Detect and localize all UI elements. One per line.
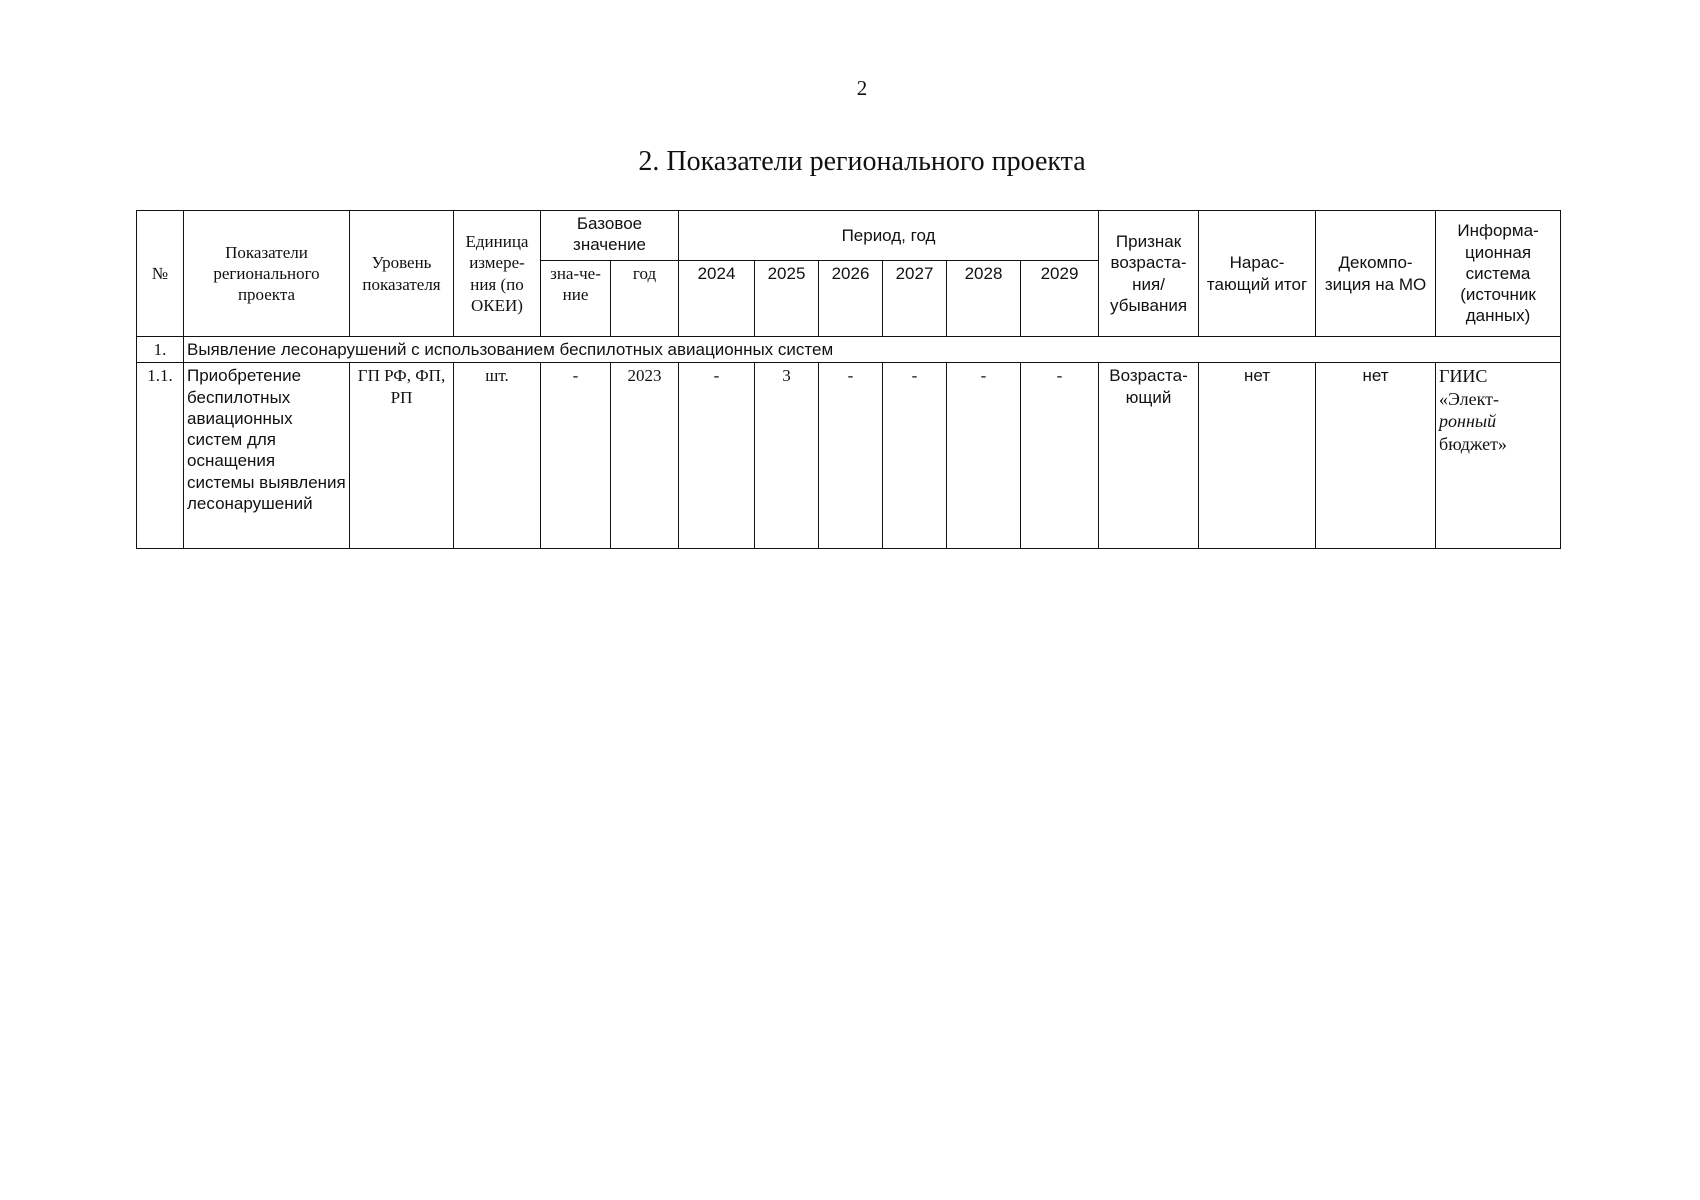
header-period: Период, год xyxy=(679,211,1099,261)
row-decomposition: нет xyxy=(1316,363,1436,549)
row-year-2026: - xyxy=(819,363,883,549)
header-base-value: зна-че-ние xyxy=(541,261,611,337)
header-level: Уровень показателя xyxy=(350,211,454,337)
section-title: 2. Показатели регионального проекта xyxy=(638,146,1086,177)
row-unit: шт. xyxy=(454,363,541,549)
row-year-2027: - xyxy=(883,363,947,549)
header-base: Базовое значение xyxy=(541,211,679,261)
header-info-system: Информа-ционная система (источник данных) xyxy=(1436,211,1561,337)
section-row xyxy=(137,337,1561,363)
header-num: № xyxy=(137,211,184,337)
header-base-year: год xyxy=(611,261,679,337)
row-num: 1.1. xyxy=(137,363,184,549)
row-cumulative: нет xyxy=(1199,363,1316,549)
header-year-2026: 2026 xyxy=(819,261,883,337)
row-base-value: - xyxy=(541,363,611,549)
info-system-line-4: бюджет» xyxy=(1439,433,1507,454)
row-year-2028: - xyxy=(947,363,1021,549)
table-row xyxy=(137,363,1561,549)
row-level: ГП РФ, ФП, РП xyxy=(350,363,454,549)
info-system-line-3: ронный xyxy=(1439,411,1497,432)
header-year-2028: 2028 xyxy=(947,261,1021,337)
row-base-year: 2023 xyxy=(611,363,679,549)
header-trend: Признак возраста-ния/ убывания xyxy=(1099,211,1199,337)
row-indicator: Приобретение беспилотных авиационных систем для оснащения системы выявления лесонарушений xyxy=(184,363,350,549)
header-row-1 xyxy=(137,211,1561,261)
section-num: 1. xyxy=(137,337,184,363)
header-indicator: Показатели регионального проекта xyxy=(184,211,350,337)
row-trend: Возраста-ющий xyxy=(1099,363,1199,549)
indicators-table xyxy=(136,210,1561,549)
row-info-system xyxy=(1436,363,1561,549)
header-year-2027: 2027 xyxy=(883,261,947,337)
header-cumulative: Нарас-тающий итог xyxy=(1199,211,1316,337)
info-system-line-2: «Элект- xyxy=(1439,388,1500,409)
row-year-2025: 3 xyxy=(755,363,819,549)
header-decomposition: Декомпо-зиция на МО xyxy=(1316,211,1436,337)
header-unit: Единица измере-ния (по ОКЕИ) xyxy=(454,211,541,337)
header-year-2024: 2024 xyxy=(679,261,755,337)
row-year-2024: - xyxy=(679,363,755,549)
page-number: 2 xyxy=(856,76,868,100)
header-year-2029: 2029 xyxy=(1021,261,1099,337)
row-year-2029: - xyxy=(1021,363,1099,549)
header-year-2025: 2025 xyxy=(755,261,819,337)
info-system-line-1: ГИИС xyxy=(1439,366,1488,387)
section-title-cell: Выявление лесонарушений с использованием беспилотных авиационных систем xyxy=(184,337,1561,363)
